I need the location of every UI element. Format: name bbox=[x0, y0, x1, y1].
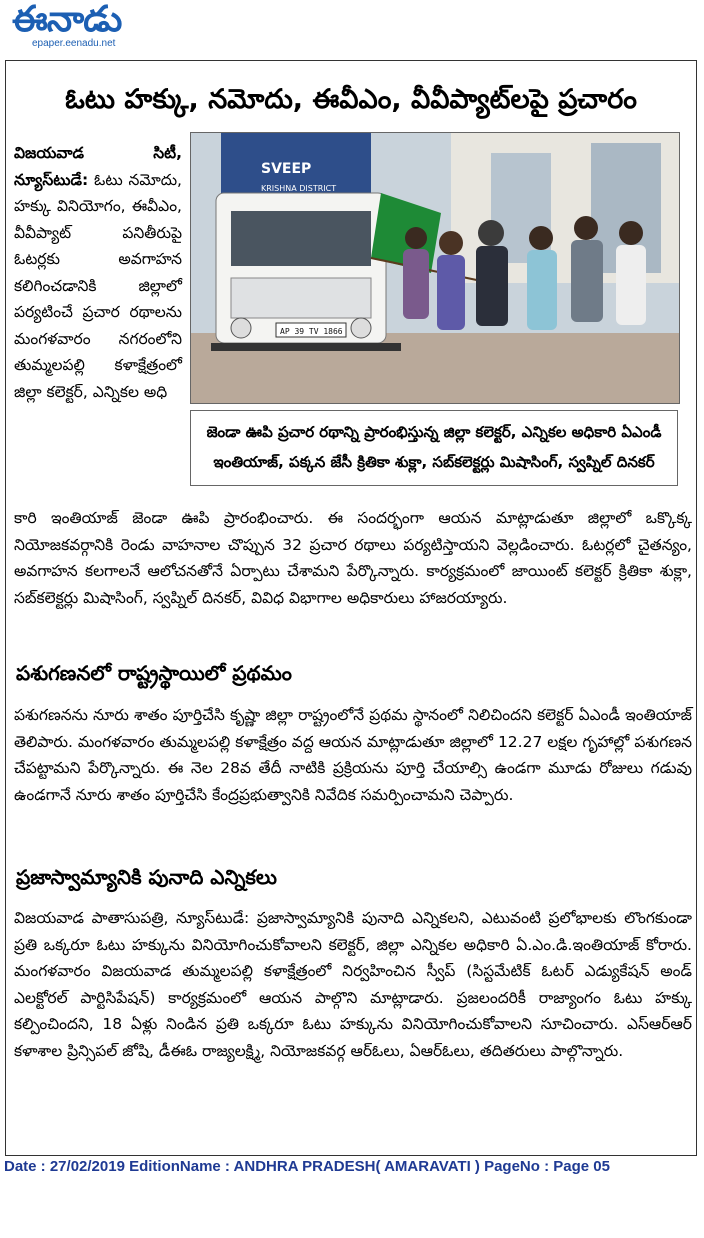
banner-text: SVEEP bbox=[261, 161, 312, 177]
photo-illustration bbox=[191, 133, 679, 403]
logo-text: ఈనాడు bbox=[12, 0, 122, 40]
logo-url: epaper.eenadu.net bbox=[32, 38, 116, 49]
lead-paragraph-column bbox=[14, 140, 182, 405]
article-headline: ఓటు హక్కు, నమోదు, ఈవీఎం, వీవీప్యాట్‌లపై ప్రచారం bbox=[65, 84, 637, 115]
eenadu-logo[interactable] bbox=[12, 0, 152, 52]
lead-paragraph-continued: కారి ఇంతియాజ్ జెండా ఊపి ప్రారంభించారు. ఈ సందర్భంగా ఆయన మాట్లాడుతూ జిల్లాలో ఒక్కొక్క నియోజకవర్గానికి రెండు వాహనాల చొప్పున 32 ప్రచార రథాలు పర్యటిస్తాయని వెల్లడించారు. ఓటర్లలో చైతన్యం, అవగాహన కలగాలనే ఆలోచనతోనే ఏర్పాటు చేశామని పేర్కొన్నారు. కార్యక్రమంలో జాయింట్ కలెక్టర్ క్రితికా శుక్లా, సబ్‌కలెక్టర్లు మిషాసింగ్, స్వప్నిల్ దినకర్, వివిధ విభాగాల అధికారులు హాజరయ్యారు. bbox=[14, 509, 692, 607]
plate-text: AP 39 TV 1866 bbox=[280, 327, 343, 336]
elections-paragraph: విజయవాడ పాతాసుపత్రి, న్యూస్‌టుడే: ప్రజాస్వామ్యానికి పునాది ఎన్నికలని, ఎటువంటి ప్రలోభాలకు లొంగకుండా ప్రతి ఒక్కరూ ఓటు హక్కును వినియోగించుకోవాలని కలెక్టర్, జిల్లా ఎన్నికల అధికారి ఏ.ఎం.డి.ఇంతియాజ్ కోరారు. మంగళవారం విజయవాడ తుమ్మలపల్లి కళాక్షేత్రంలో నిర్వహించిన స్వీప్ (సిస్టమేటిక్ ఓటర్ ఎడ్యుకేషన్ అండ్ ఎలక్టోరల్ పార్టిసిపేషన్) కార్యక్రమంలో ఆయన పాల్గొని మాట్లాడారు. ప్రజలందరికీ రాజ్యాంగం ఓటు హక్కు కల్పించిందని, 18 ఏళ్లు నిండిన ప్రతి ఒక్కరూ ఓటు హక్కును వినియోగించుకోవాలని సూచించారు. ఎస్ఆర్ఆర్ కళాశాల ప్రిన్సిపల్ జోషి, డీఈఓ రాజ్యలక్ష్మి, నియోజకవర్గ ఆర్‌ఓలు, ఏఆర్‌ఓలు, తదితరులు పాల్గొన్నారు. bbox=[14, 909, 692, 1060]
banner-subtext: KRISHNA DISTRICT bbox=[261, 184, 337, 193]
dateline: విజయవాడ సిటీ, న్యూస్‌టుడే: bbox=[14, 144, 182, 189]
lead-text-left: ఓటు నమోదు, హక్కు వినియోగం, ఈవీఎం, వీవీప్యాట్ పనితీరుపై ఓటర్లకు అవగాహన కలిగించడానికి జిల్లాలో పర్యటించే ప్రచార రథాలను మంగళవారం నగరంలోని తుమ్మలపల్లి కళాక్షేత్రంలో జిల్లా కలెక్టర్, ఎన్నికల అధి bbox=[14, 170, 182, 401]
livestock-paragraph: పశుగణనను నూరు శాతం పూర్తిచేసి కృష్ణా జిల్లా రాష్ట్రంలోనే ప్రథమ స్థానంలో నిలిచిందని కలెక్టర్ ఏఎండీ ఇంతియాజ్ తెలిపారు. మంగళవారం తుమ్మలపల్లి కళాక్షేత్రం వద్ద ఆయన మాట్లాడుతూ జిల్లాలో 12.27 లక్షల గృహాల్లో పశుగణన చేపట్టామని పేర్కొన్నారు. ఈ నెల 28వ తేదీ నాటికి ప్రక్రియను పూర్తి చేయాల్సి ఉండగా మూడు రోజులు గడువు ఉండగానే నూరు శాతం పూర్తిచేసి కేంద్రప్రభుత్వానికి నివేదిక సమర్పించామని చెప్పారు. bbox=[14, 706, 692, 804]
subheading-livestock-census: పశుగణనలో రాష్ట్రస్థాయిలో ప్రథమం bbox=[16, 661, 292, 685]
edition-footer: Date : 27/02/2019 EditionName : ANDHRA PRADESH( AMARAVATI ) PageNo : Page 05 bbox=[4, 1158, 610, 1175]
article-photo bbox=[190, 132, 680, 404]
subheading-elections: ప్రజాస్వామ్యానికి పునాది ఎన్నికలు bbox=[16, 865, 277, 889]
photo-caption: జెండా ఊపి ప్రచార రథాన్ని ప్రారంభిస్తున్న జిల్లా కలెక్టర్, ఎన్నికల అధికారి ఏఎండీ ఇంతియాజ్, పక్కన జేసీ క్రితికా శుక్లా, సబ్‌కలెక్టర్లు మిషాసింగ్, స్వప్నిల్ దినకర్ bbox=[190, 410, 678, 486]
